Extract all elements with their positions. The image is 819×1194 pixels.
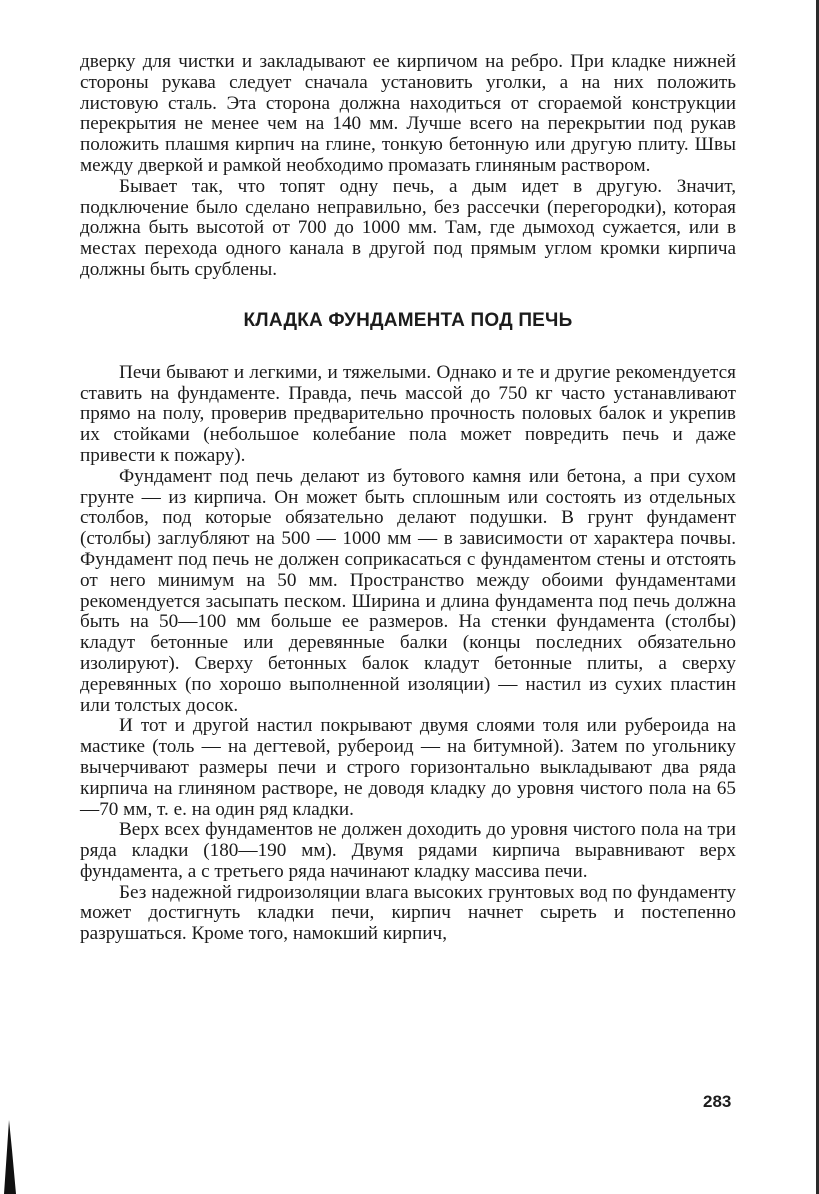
paragraph-light-heavy-stoves: Печи бывают и легкими, и тяжелыми. Однако и те и другие рекомендуется ставить на фундаменте. Правда, печь массой до 750 кг часто устанавливают прямо на полу, проверив предварительно прочность половых балок и укрепив их стойками (небольшое колебание пола может повредить печь и даже привести к пожару). — [80, 361, 736, 466]
paragraph-waterproofing: Без надежной гидроизоляции влага высоких грунтовых вод по фундаменту может достигнуть кладки печи, кирпич начнет сыреть и постепенно разрушаться. Кроме того, намокший кирпич, — [80, 881, 736, 945]
paragraph-roofing-layers: И тот и другой настил покрывают двумя слоями толя или рубероида на мастике (толь — на дегтевой, рубероид — на битумной). Затем по угольнику вычерчивают размеры печи и строго горизонтально выкладывают два ряда кирпича на глиняном растворе, не доводя кладку до уровня чистого пола на 65—70 мм, т. е. на один ряд кладки. — [80, 715, 736, 820]
scan-binding-mark — [2, 1120, 18, 1194]
paragraph-smoke-partition: Бывает так, что топят одну печь, а дым идет в другую. Значит, подключение было сделано неправильно, без рассечки (перегородки), которая должна быть высотой от 700 до 1000 мм. Там, где дымоход сужается, или в местах перехода одного канала в другой под прямым углом кромки кирпича должны быть срублены. — [80, 175, 736, 280]
section-heading: КЛАДКА ФУНДАМЕНТА ПОД ПЕЧЬ — [243, 309, 573, 331]
page-text-block — [80, 52, 736, 945]
paragraph-foundation-top: Верх всех фундаментов не должен доходить до уровня чистого пола на три ряда кладки (180—190 мм). Двумя рядами кирпича выравнивают верх фундамента, а с третьего ряда начинают кладку массива печи. — [80, 819, 736, 882]
page-number: 283 — [703, 1092, 732, 1111]
paragraph-continuation: дверку для чистки и закладывают ее кирпичом на ребро. При кладке нижней стороны рукава следует сначала установить уголки, а на них положить листовую сталь. Эта сторона должна находиться от сгораемой конструкции перекрытия не менее чем на 140 мм. Лучше всего на перекрытии под рукав положить плашмя кирпич на глине, тонкую бетонную или другую плиту. Швы между дверкой и рамкой необходимо промазать глиняным раствором. — [80, 51, 736, 176]
paragraph-foundation-materials: Фундамент под печь делают из бутового камня или бетона, а при сухом грунте — из кирпича. Он может быть сплошным или состоять из отдельных столбов, под которые обязательно делают подушки. В грунт фундамент (столбы) заглубляют на 500 — 1000 мм — в зависимости от характера почвы. Фундамент под печь не должен соприкасаться с фундаментом стены и отстоять от него минимум на 50 мм. Пространство между обоими фундаментами рекомендуется засыпать песком. Ширина и длина фундамента под печь должна быть на 50—100 мм больше ее размеров. На стенки фундамента (столбы) кладут бетонные или деревянные балки (концы последних обязательно изолируют). Сверху бетонных балок кладут бетонные плиты, а сверху деревянных (по хорошо выполненной изоляции) — настил из сухих пластин или толстых досок. — [80, 465, 736, 716]
